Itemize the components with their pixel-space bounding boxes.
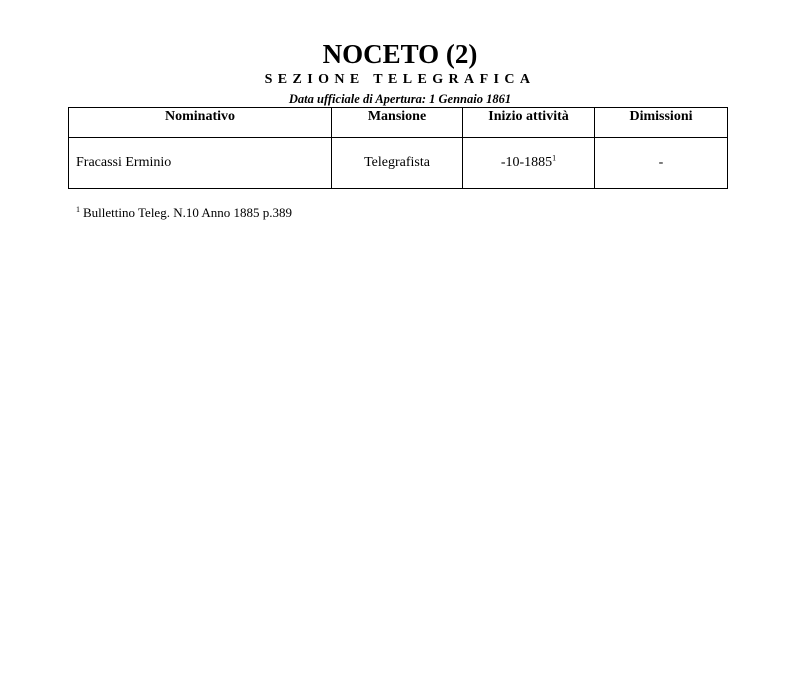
section-subtitle: SEZIONE TELEGRAFICA	[264, 72, 536, 87]
footnote-text: Bullettino Teleg. N.10 Anno 1885 p.389	[83, 205, 293, 220]
table-row	[69, 138, 728, 189]
cell-dimissioni: -	[595, 138, 728, 189]
footnote	[76, 205, 292, 221]
table-header-row	[69, 108, 728, 138]
column-header-dimissioni: Dimissioni	[595, 108, 728, 138]
column-header-nominativo: Nominativo	[69, 108, 332, 138]
page-title: NOCETO (2)	[322, 39, 478, 69]
cell-inizio	[463, 138, 595, 189]
footnote-ref: 1	[552, 153, 557, 163]
column-header-mansione: Mansione	[332, 108, 463, 138]
cell-mansione: Telegrafista	[332, 138, 463, 189]
column-header-inizio: Inizio attività	[463, 108, 595, 138]
footnote-number: 1	[76, 204, 80, 214]
staff-table	[68, 107, 728, 189]
cell-inizio-value: -10-1885	[500, 155, 553, 170]
opening-date: Data ufficiale di Apertura: 1 Gennaio 1861	[288, 92, 512, 106]
cell-nominativo: Fracassi Erminio	[69, 138, 332, 189]
